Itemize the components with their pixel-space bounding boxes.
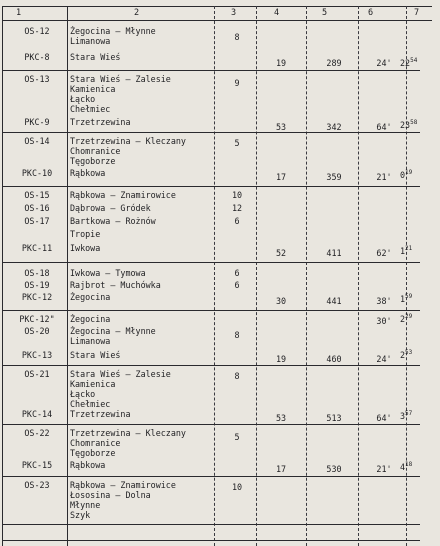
col6-value: 64' — [376, 122, 392, 132]
col6-value: 24' — [376, 354, 392, 364]
pkc-code: PKC-8 — [24, 52, 50, 62]
col5-value: 411 — [326, 248, 342, 258]
route-name: Rąbkowa – Znamirowice — [70, 480, 176, 490]
row-divider — [2, 70, 420, 71]
header-col-1: 1 — [16, 8, 22, 18]
route-name: Łącko — [70, 94, 96, 104]
header-col-2: 2 — [134, 8, 140, 18]
route-code: OS-21 — [24, 369, 50, 379]
col4-value: 53 — [275, 122, 287, 132]
route-code: OS-23 — [24, 480, 50, 490]
route-name: Łącko — [70, 389, 96, 399]
col5-value: 513 — [326, 413, 342, 423]
count-value: 10 — [231, 190, 243, 200]
col4-value: 17 — [275, 172, 287, 182]
route-name: Rajbrot – Muchówka — [70, 280, 161, 290]
route-name: Iwkowa – Tymowa — [70, 268, 146, 278]
pkc-code: PKC-13 — [21, 350, 53, 360]
route-name: Chełmiec — [70, 104, 111, 114]
col4-value: 19 — [275, 58, 287, 68]
col4-value: 19 — [275, 354, 287, 364]
col4-value: 30 — [275, 296, 287, 306]
route-name: Stara Wieś – Zalesie — [70, 369, 171, 379]
col-line-1 — [67, 6, 68, 546]
col6-value: 38' — [376, 296, 392, 306]
col7-value: $2^{29}$ — [400, 313, 413, 324]
header-col-6: 6 — [368, 8, 374, 18]
pkc-name: Trzetrzewina — [70, 117, 131, 127]
route-name: Żegocina – Młynne — [70, 26, 156, 36]
col5-value: 441 — [326, 296, 342, 306]
header-col-7: 7 — [414, 8, 420, 18]
pkc-code: PKC-14 — [21, 409, 53, 419]
pkc-name: Stara Wieś — [70, 52, 121, 62]
route-code: OS-14 — [24, 136, 50, 146]
route-code: OS-19 — [24, 280, 50, 290]
pkc-name: Trzetrzewina — [70, 409, 131, 419]
pkc-code: PKC-10 — [21, 168, 53, 178]
pkc-name: Stara Wieś — [70, 350, 121, 360]
pkc-code: PKC-11 — [21, 243, 53, 253]
route-code: OS-13 — [24, 74, 50, 84]
route-name: Bartkowa – Rożnów — [70, 216, 156, 226]
pkc-code: PKC-9 — [24, 117, 50, 127]
route-name: Limanowa — [70, 336, 111, 346]
route-name: Limanowa — [70, 36, 111, 46]
count-value: 8 — [234, 330, 240, 340]
col7-value: $23^{58}$ — [400, 119, 418, 130]
count-value: 5 — [234, 138, 240, 148]
route-code: OS-16 — [24, 203, 50, 213]
col7-value: $4^{18}$ — [400, 461, 413, 472]
pkc-name: Rąbkowa — [70, 168, 106, 178]
col5-value: 342 — [326, 122, 342, 132]
col7-value: $0^{19}$ — [400, 169, 413, 180]
count-value: 8 — [234, 32, 240, 42]
col6-value: 21' — [376, 172, 392, 182]
route-code: OS-15 — [24, 190, 50, 200]
pkc-name: Iwkowa — [70, 243, 101, 253]
route-name: Kamienica — [70, 84, 116, 94]
row-divider — [2, 132, 420, 133]
row-divider — [2, 540, 420, 541]
col7-value: $1^{59}$ — [400, 293, 413, 304]
route-name: Tęgoborze — [70, 156, 116, 166]
pkc-code: PKC-15 — [21, 460, 53, 470]
route-code: OS-12 — [24, 26, 50, 36]
route-name: Chomranice — [70, 146, 121, 156]
route-name: Tęgoborze — [70, 448, 116, 458]
route-name: Tropie — [70, 229, 101, 239]
count-value: 9 — [234, 78, 240, 88]
col5-value: 460 — [326, 354, 342, 364]
count-value: 10 — [231, 482, 243, 492]
row-divider — [2, 524, 420, 525]
pkc-name: Żegocina — [70, 292, 111, 302]
route-name: Szyk — [70, 510, 91, 520]
route-name: Trzetrzewina – Kleczany — [70, 428, 186, 438]
route-name: Żegocina – Młynne — [70, 326, 156, 336]
pkc-name: Rąbkowa — [70, 460, 106, 470]
count-value: 5 — [234, 432, 240, 442]
route-code: OS-18 — [24, 268, 50, 278]
row-divider — [2, 310, 420, 311]
col6-value: 21' — [376, 464, 392, 474]
col4-value: 53 — [275, 413, 287, 423]
col5-value: 530 — [326, 464, 342, 474]
col5-value: 359 — [326, 172, 342, 182]
col7-value: $22^{54}$ — [400, 57, 418, 68]
count-value: 8 — [234, 371, 240, 381]
pkc-code: PKC-12 — [21, 292, 53, 302]
col6-value: 64' — [376, 413, 392, 423]
route-name: Kamienica — [70, 379, 116, 389]
row-divider — [2, 476, 420, 477]
route-name: Trzetrzewina – Kleczany — [70, 136, 186, 146]
col4-value: 52 — [275, 248, 287, 258]
col7-value: $1^{21}$ — [400, 245, 413, 256]
col7-value: $3^{57}$ — [400, 410, 413, 421]
col-line-2 — [214, 6, 215, 546]
header-col-5: 5 — [322, 8, 328, 18]
col7-value: $2^{53}$ — [400, 349, 413, 360]
count-value: 6 — [234, 268, 240, 278]
route-code: OS-20 — [24, 326, 50, 336]
row-divider — [2, 365, 420, 366]
route-name: Dąbrowa – Gródek — [70, 203, 151, 213]
count-value: 6 — [234, 216, 240, 226]
col6-value: 62' — [376, 248, 392, 258]
col4-value: 17 — [275, 464, 287, 474]
col6-value: 30' — [376, 316, 392, 326]
route-name: Łososina – Dolna — [70, 490, 151, 500]
header-col-3: 3 — [231, 8, 237, 18]
col5-value: 289 — [326, 58, 342, 68]
count-value: 6 — [234, 280, 240, 290]
pkc-name: Żegocina — [70, 314, 111, 324]
route-code: OS-17 — [24, 216, 50, 226]
row-divider — [2, 262, 420, 263]
row-divider — [2, 186, 420, 187]
row-divider — [2, 424, 420, 425]
route-code: OS-22 — [24, 428, 50, 438]
route-name: Chomranice — [70, 438, 121, 448]
route-name: Młynne — [70, 500, 101, 510]
route-name: Stara Wieś – Zalesie — [70, 74, 171, 84]
route-name: Rąbkowa – Znamirowice — [70, 190, 176, 200]
col6-value: 24' — [376, 58, 392, 68]
route-name: Chełmiec — [70, 399, 111, 409]
col-line-0 — [2, 6, 3, 546]
count-value: 12 — [231, 203, 243, 213]
header-col-4: 4 — [274, 8, 280, 18]
pkc-code: PKC-12" — [19, 314, 55, 324]
